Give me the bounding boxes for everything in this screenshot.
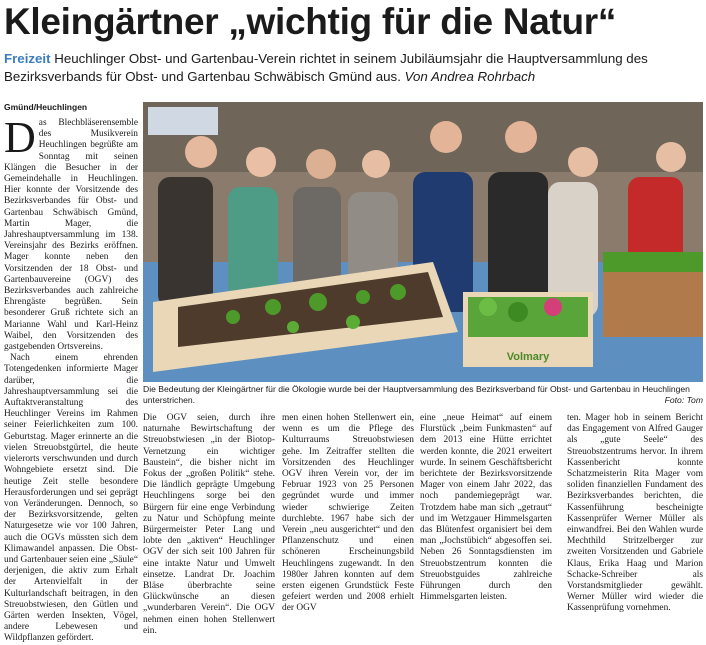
author-byline: Von Andrea Rohrbach [404,69,536,84]
article-column-4 [420,413,552,603]
article-column-2 [143,413,275,636]
column-2-text: Die OGV seien, durch ihre naturnahe Bewirtschaftung der Streuobstwiesen „in der Biotop-Vernetzung ein wichtiger Baustein“, die bisher nicht im Fokus der „großen Politik“ stehe. Die ländlich geprägte Umgebung Heuchlingens sorge bei den Bürgern für eine enge Verbindung zu Natur und Schöpfung meinte Bürgermeister Peter Lang und lobte den „aktiven“ Heuchlinger OGV der sich seit 100 Jahren für eine intakte Natur und Umwelt einsetze. Landrat Dr. Joachim Bläse überbrachte seine Glückwünsche an diesen „wunderbaren Verein“. Die OGV nehmen einen hohen Stellenwert ein. [143,413,275,636]
article-column-5 [567,413,703,614]
article-column-1 [4,113,138,644]
column-5-text: ten. Mager hob in seinem Bericht das Engagement von Alfred Gauger als „gute Seele“ des Streuobstzentrums hervor. In ihrem Kassenbericht konnte Schatzmeisterin Rita Mager vom soliden finanziellen Fundament des Bezirksverbandes berichten, die Kassenführung bescheinigte Kassenprüfer Werner Müller als einwandfrei. Bei den Wahlen wurde Mechthild Stritzelberger zur zweiten Vorsitzenden und Gabriele Klaus, Erika Haag und Marion Schacke-Schreiber als Vorstandsmitglieder gewählt. Werner Müller wird wieder die Kassenprüfung vornehmen. [567,413,703,614]
photo-ceiling [143,102,703,172]
photo-tray-label: Volmary [506,351,550,363]
photo-projection-screen [148,107,218,135]
article-column-3 [282,413,414,614]
lead-paragraph [4,50,702,86]
lead-text: Heuchlinger Obst- und Gartenbau-Verein richtet in seinem Jubiläumsjahr die Hauptversammlung des Bezirksverbands für Obst- und Gartenbau Schwäbisch Gmünd aus. [4,51,648,84]
column-3-text: men einen hohen Stellenwert ein, wenn es um die Pflege des Kulturraums Streuobstwiesen gehe. Im Zeitraffer stellten die Vorsitzenden des Heuchlinger OGV ihren Verein vor, der im Februar 1923 von 25 Personen gegründet wurde und immer wieder schwierige Zeiten durchlebte. 1967 habe sich der Verein „neu ausgerichtet“ und den Pflanzenschutz und einen schöneren Erscheinungsbild Heuchlingens zugewandt. In den 1980er Jahren konnten auf dem ersten eigenen Grundstück Feste gefeiert werden und 2008 erhielt der OGV [282,413,414,614]
column-1-paragraph-2: Nach einem ehrenden Totengedenken informierte Mager darüber, die Jahreshauptversammlung sei die Auftaktveranstaltung des Heuchlinger Vereins im Rahmen seiner Feierlichkeiten zum 100. Geburtstag. Mager erinnerte an die vielen Streuobstgürtel, die heute vielerorts verschwunden und durch Wohngebiete ersetzt sind. Die heutige Zeit stelle besondere Herausforderungen und sei geprägt von Veränderungen. Dennoch, so der Bezirksvorsitzende, gelten Naturgesetze wie vor 100 Jahren, auch die OGVs müssten sich dem Klimawandel anpassen. Die Obst- und Gartenbauer seien eine „Säule“ derjenigen, die aktiv zum Erhalt der Artenvielfalt in der Kulturlandschaft beitragen, in den Streuobstwiesen, den Gütlen und Gärten werden Insekten, Vögel, andere Lebewesen und Wildpflanzen gefördert. [4,353,138,644]
photo-seedling-tray [463,292,593,367]
column-4-text: eine „neue Heimat“ auf einem Flurstück „beim Funkmasten“ auf dem 2013 eine Hütte errichtet werden konnte, die 2021 erweitert wurde. In seinem Geschäftsbericht berichtete der Bezirksvorsitzende Mager von einem Jahr 2022, das noch pandemiegeprägt war. Trotzdem habe man sich „getraut“ und im Wetzgauer Himmelsgarten das Blütenfest organisiert bei dem man „Jochstübich“ abgesoffen sei. Neben 26 Sonntagsdiensten im Streuobstzentrum konnten die Streuobstguides zahlreiche Führungen durch den Himmelsgarten leisten. [420,413,552,603]
article-photo [143,102,703,382]
kicker: Freizeit [4,51,51,66]
photo-caption-text: Die Bedeutung der Kleingärtner für die Ökologie wurde bei der Hauptversammlung des Bezirksverband für Obst- und Gartenbau in Heuchlingen unterstrichen. [143,384,690,405]
photo-credit: Foto: Tom [664,395,703,405]
column-1-paragraph-1: as Blechbläserensemble des Musikverein Heuchlingen begrüßte am Sonntag mit seinen Klängen die Besucher in der Gemeindehalle in Heuchlingen. Hier konnte der Vorsitzende des Bezirksverbandes für Obst- und Gartenbau Schwäbisch Gmünd, Martin Mager, die Jahreshauptversammlung im 138. Vereinsjahr des Bezirks eröffnen. Mager konnte neben den Vorsitzenden der 18 Obst- und Gartenbauvereine (OGV) des Bezirksverbandes auch zahlreiche Ehrengäste begrüßen. Sein besonderer Gruß richtete sich an Marianne Wahl und Karl-Heinz Waibel, den Vorsitzenden des gastgebenden Ortsvereins. [4,118,138,353]
headline: Kleingärtner „wichtig für die Natur“ [4,1,617,42]
photo-illustration [143,102,703,382]
dateline: Gmünd/Heuchlingen [4,102,88,112]
drop-cap: D [4,113,36,162]
photo-caption [143,384,703,406]
photo-planter [603,252,703,337]
